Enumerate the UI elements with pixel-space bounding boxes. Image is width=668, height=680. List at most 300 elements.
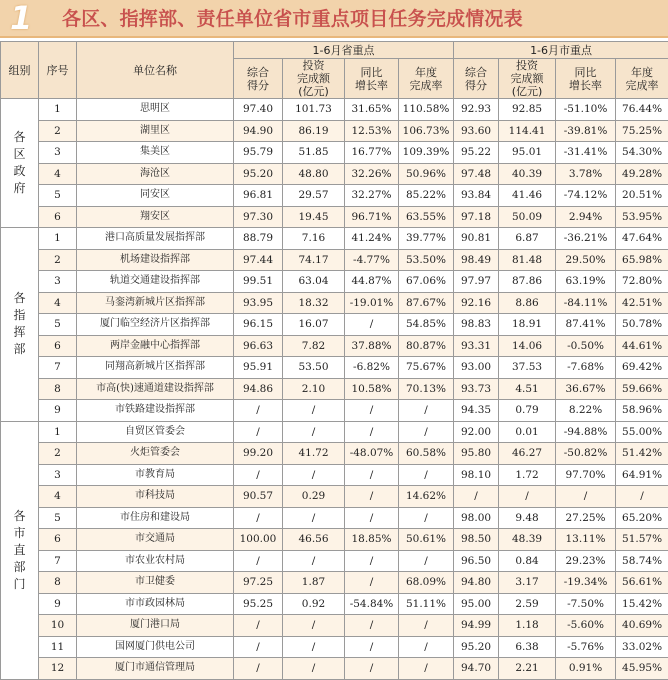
unit-name: 市市政园林局 bbox=[77, 593, 234, 615]
row-index: 7 bbox=[39, 550, 77, 572]
city-annual: 40.69% bbox=[616, 615, 668, 637]
city-score: 92.16 bbox=[454, 292, 499, 314]
page-title: 各区、指挥部、责任单位省市重点项目任务完成情况表 bbox=[62, 0, 523, 38]
prov-yoy: / bbox=[345, 464, 399, 486]
city-score: 97.97 bbox=[454, 271, 499, 293]
prov-yoy: / bbox=[345, 550, 399, 572]
prov-invest: 0.29 bbox=[283, 486, 345, 508]
city-invest: 3.17 bbox=[499, 572, 556, 594]
city-invest: 2.59 bbox=[499, 593, 556, 615]
unit-name: 市住房和建设局 bbox=[77, 507, 234, 529]
city-invest: 40.39 bbox=[499, 163, 556, 185]
city-yoy: -94.88% bbox=[556, 421, 616, 443]
city-invest: 95.01 bbox=[499, 142, 556, 164]
prov-score: 100.00 bbox=[234, 529, 283, 551]
prov-score: 94.90 bbox=[234, 120, 283, 142]
unit-name: 市交通局 bbox=[77, 529, 234, 551]
table-row bbox=[1, 335, 668, 357]
city-score: 98.00 bbox=[454, 507, 499, 529]
city-invest: 50.09 bbox=[499, 206, 556, 228]
prov-yoy: / bbox=[345, 615, 399, 637]
table-row bbox=[1, 443, 668, 465]
unit-name: 市高(快)速通道建设指挥部 bbox=[77, 378, 234, 400]
table-row bbox=[1, 615, 668, 637]
prov-annual: 85.22% bbox=[399, 185, 454, 207]
title-banner bbox=[0, 0, 668, 38]
city-invest: 46.27 bbox=[499, 443, 556, 465]
city-score: 94.70 bbox=[454, 658, 499, 680]
row-index: 12 bbox=[39, 658, 77, 680]
prov-invest: 63.04 bbox=[283, 271, 345, 293]
table-row bbox=[1, 550, 668, 572]
city-invest: 81.48 bbox=[499, 249, 556, 271]
prov-annual: 110.58% bbox=[399, 99, 454, 121]
prov-score: / bbox=[234, 400, 283, 422]
prov-invest: / bbox=[283, 550, 345, 572]
city-invest: 2.21 bbox=[499, 658, 556, 680]
city-annual: 65.98% bbox=[616, 249, 668, 271]
unit-name: 集美区 bbox=[77, 142, 234, 164]
prov-yoy: -19.01% bbox=[345, 292, 399, 314]
row-index: 2 bbox=[39, 120, 77, 142]
row-index: 10 bbox=[39, 615, 77, 637]
group-label: 各 区 政 府 bbox=[1, 99, 39, 228]
city-annual: 51.42% bbox=[616, 443, 668, 465]
row-index: 3 bbox=[39, 142, 77, 164]
row-index: 6 bbox=[39, 335, 77, 357]
prov-annual: 60.58% bbox=[399, 443, 454, 465]
city-yoy: -31.41% bbox=[556, 142, 616, 164]
city-annual: 45.95% bbox=[616, 658, 668, 680]
table-row bbox=[1, 142, 668, 164]
unit-name: 国网厦门供电公司 bbox=[77, 636, 234, 658]
prov-annual: / bbox=[399, 464, 454, 486]
prov-score: 96.15 bbox=[234, 314, 283, 336]
city-score: 93.00 bbox=[454, 357, 499, 379]
prov-annual: / bbox=[399, 400, 454, 422]
city-yoy: -51.10% bbox=[556, 99, 616, 121]
prov-annual: / bbox=[399, 421, 454, 443]
row-index: 11 bbox=[39, 636, 77, 658]
prov-invest: 18.32 bbox=[283, 292, 345, 314]
city-annual: 47.64% bbox=[616, 228, 668, 250]
table-row bbox=[1, 378, 668, 400]
table-row bbox=[1, 400, 668, 422]
table-row bbox=[1, 529, 668, 551]
prov-score: 97.25 bbox=[234, 572, 283, 594]
city-yoy: 0.91% bbox=[556, 658, 616, 680]
prov-annual: 106.73% bbox=[399, 120, 454, 142]
city-score: 95.00 bbox=[454, 593, 499, 615]
prov-annual: 51.11% bbox=[399, 593, 454, 615]
prov-score: 94.86 bbox=[234, 378, 283, 400]
prov-annual: 63.55% bbox=[399, 206, 454, 228]
prov-invest: 1.87 bbox=[283, 572, 345, 594]
city-annual: 49.28% bbox=[616, 163, 668, 185]
table-row bbox=[1, 99, 668, 121]
prov-yoy: -48.07% bbox=[345, 443, 399, 465]
prov-score: 99.51 bbox=[234, 271, 283, 293]
city-score: 92.00 bbox=[454, 421, 499, 443]
prov-invest: / bbox=[283, 464, 345, 486]
unit-name: 思明区 bbox=[77, 99, 234, 121]
table-row bbox=[1, 206, 668, 228]
prov-yoy: 32.27% bbox=[345, 185, 399, 207]
prov-invest: / bbox=[283, 658, 345, 680]
prov-score: 90.57 bbox=[234, 486, 283, 508]
city-annual: 33.02% bbox=[616, 636, 668, 658]
unit-name: 同安区 bbox=[77, 185, 234, 207]
prov-invest: 7.16 bbox=[283, 228, 345, 250]
table-row bbox=[1, 228, 668, 250]
prov-score: 96.81 bbox=[234, 185, 283, 207]
unit-name: 港口高质量发展指挥部 bbox=[77, 228, 234, 250]
city-annual: 20.51% bbox=[616, 185, 668, 207]
city-annual: 42.51% bbox=[616, 292, 668, 314]
unit-name: 厦门临空经济片区指挥部 bbox=[77, 314, 234, 336]
table-row bbox=[1, 292, 668, 314]
row-index: 1 bbox=[39, 228, 77, 250]
city-invest: 9.48 bbox=[499, 507, 556, 529]
city-score: 96.50 bbox=[454, 550, 499, 572]
prov-invest: 7.82 bbox=[283, 335, 345, 357]
city-yoy: -74.12% bbox=[556, 185, 616, 207]
col-city-annual: 年度 完成率 bbox=[616, 59, 668, 99]
city-invest: 114.41 bbox=[499, 120, 556, 142]
col-unit: 单位名称 bbox=[77, 42, 234, 99]
city-yoy: -36.21% bbox=[556, 228, 616, 250]
col-prov-score: 综合 得分 bbox=[234, 59, 283, 99]
section-number: 1 bbox=[10, 0, 32, 37]
city-invest: 4.51 bbox=[499, 378, 556, 400]
unit-name: 市农业农村局 bbox=[77, 550, 234, 572]
city-annual: / bbox=[616, 486, 668, 508]
city-score: 95.80 bbox=[454, 443, 499, 465]
prov-yoy: 10.58% bbox=[345, 378, 399, 400]
city-yoy: 87.41% bbox=[556, 314, 616, 336]
prov-invest: / bbox=[283, 400, 345, 422]
prov-invest: 101.73 bbox=[283, 99, 345, 121]
prov-annual: 109.39% bbox=[399, 142, 454, 164]
row-index: 3 bbox=[39, 271, 77, 293]
city-score: 95.22 bbox=[454, 142, 499, 164]
prov-yoy: 32.26% bbox=[345, 163, 399, 185]
city-yoy: -84.11% bbox=[556, 292, 616, 314]
unit-name: 厦门港口局 bbox=[77, 615, 234, 637]
prov-score: / bbox=[234, 464, 283, 486]
prov-invest: / bbox=[283, 421, 345, 443]
unit-name: 同翔高新城片区指挥部 bbox=[77, 357, 234, 379]
prov-score: 99.20 bbox=[234, 443, 283, 465]
col-index: 序号 bbox=[39, 42, 77, 99]
city-invest: 0.84 bbox=[499, 550, 556, 572]
prov-annual: 68.09% bbox=[399, 572, 454, 594]
table-row bbox=[1, 658, 668, 680]
city-score: 97.18 bbox=[454, 206, 499, 228]
table-row bbox=[1, 486, 668, 508]
city-score: 93.60 bbox=[454, 120, 499, 142]
table-row bbox=[1, 120, 668, 142]
row-index: 4 bbox=[39, 486, 77, 508]
row-index: 4 bbox=[39, 292, 77, 314]
city-invest: 8.86 bbox=[499, 292, 556, 314]
prov-yoy: -6.82% bbox=[345, 357, 399, 379]
row-index: 3 bbox=[39, 464, 77, 486]
prov-annual: 50.96% bbox=[399, 163, 454, 185]
unit-name: 火炬管委会 bbox=[77, 443, 234, 465]
city-score: 92.93 bbox=[454, 99, 499, 121]
city-invest: 6.38 bbox=[499, 636, 556, 658]
city-annual: 58.74% bbox=[616, 550, 668, 572]
prov-yoy: / bbox=[345, 507, 399, 529]
table-body bbox=[1, 99, 668, 680]
city-invest: 0.01 bbox=[499, 421, 556, 443]
prov-invest: / bbox=[283, 507, 345, 529]
city-invest: 0.79 bbox=[499, 400, 556, 422]
prov-invest: 86.19 bbox=[283, 120, 345, 142]
table-row bbox=[1, 421, 668, 443]
city-invest: 6.87 bbox=[499, 228, 556, 250]
prov-score: 97.44 bbox=[234, 249, 283, 271]
city-yoy: 2.94% bbox=[556, 206, 616, 228]
city-score: / bbox=[454, 486, 499, 508]
city-invest: 18.91 bbox=[499, 314, 556, 336]
prov-score: 97.30 bbox=[234, 206, 283, 228]
city-annual: 44.61% bbox=[616, 335, 668, 357]
city-annual: 53.95% bbox=[616, 206, 668, 228]
prov-annual: 70.13% bbox=[399, 378, 454, 400]
city-score: 95.20 bbox=[454, 636, 499, 658]
prov-score: 88.79 bbox=[234, 228, 283, 250]
city-yoy: -19.34% bbox=[556, 572, 616, 594]
table-row bbox=[1, 249, 668, 271]
city-yoy: 13.11% bbox=[556, 529, 616, 551]
city-yoy: 29.23% bbox=[556, 550, 616, 572]
unit-name: 厦门市通信管理局 bbox=[77, 658, 234, 680]
prov-invest: 29.57 bbox=[283, 185, 345, 207]
prov-yoy: / bbox=[345, 421, 399, 443]
city-yoy: -39.81% bbox=[556, 120, 616, 142]
city-invest: 87.86 bbox=[499, 271, 556, 293]
table-row bbox=[1, 357, 668, 379]
results-table bbox=[0, 41, 668, 680]
city-annual: 54.30% bbox=[616, 142, 668, 164]
prov-score: 95.25 bbox=[234, 593, 283, 615]
prov-yoy: 44.87% bbox=[345, 271, 399, 293]
unit-name: 海沧区 bbox=[77, 163, 234, 185]
prov-invest: / bbox=[283, 636, 345, 658]
prov-yoy: 31.65% bbox=[345, 99, 399, 121]
prov-yoy: -4.77% bbox=[345, 249, 399, 271]
prov-score: 97.40 bbox=[234, 99, 283, 121]
col-city-group: 1-6月市重点 bbox=[454, 42, 668, 59]
prov-score: / bbox=[234, 658, 283, 680]
city-yoy: / bbox=[556, 486, 616, 508]
prov-invest: 51.85 bbox=[283, 142, 345, 164]
prov-invest: 0.92 bbox=[283, 593, 345, 615]
city-invest: 48.39 bbox=[499, 529, 556, 551]
unit-name: 自贸区管委会 bbox=[77, 421, 234, 443]
group-label: 各 指 挥 部 bbox=[1, 228, 39, 422]
prov-score: / bbox=[234, 421, 283, 443]
row-index: 6 bbox=[39, 529, 77, 551]
prov-score: 95.91 bbox=[234, 357, 283, 379]
col-city-invest: 投资 完成额 (亿元) bbox=[499, 59, 556, 99]
unit-name: 轨道交通建设指挥部 bbox=[77, 271, 234, 293]
prov-invest: 2.10 bbox=[283, 378, 345, 400]
prov-score: 95.79 bbox=[234, 142, 283, 164]
prov-score: 93.95 bbox=[234, 292, 283, 314]
city-yoy: -0.50% bbox=[556, 335, 616, 357]
row-index: 8 bbox=[39, 378, 77, 400]
row-index: 5 bbox=[39, 185, 77, 207]
city-score: 94.99 bbox=[454, 615, 499, 637]
city-invest: 41.46 bbox=[499, 185, 556, 207]
prov-invest: 53.50 bbox=[283, 357, 345, 379]
prov-annual: 54.85% bbox=[399, 314, 454, 336]
prov-annual: / bbox=[399, 507, 454, 529]
city-yoy: 8.22% bbox=[556, 400, 616, 422]
row-index: 1 bbox=[39, 421, 77, 443]
row-index: 5 bbox=[39, 507, 77, 529]
row-index: 1 bbox=[39, 99, 77, 121]
prov-annual: 14.62% bbox=[399, 486, 454, 508]
prov-yoy: 12.53% bbox=[345, 120, 399, 142]
prov-score: / bbox=[234, 507, 283, 529]
row-index: 9 bbox=[39, 400, 77, 422]
city-score: 90.81 bbox=[454, 228, 499, 250]
city-score: 98.83 bbox=[454, 314, 499, 336]
table-row bbox=[1, 593, 668, 615]
prov-score: / bbox=[234, 615, 283, 637]
city-score: 94.35 bbox=[454, 400, 499, 422]
unit-name: 机场建设指挥部 bbox=[77, 249, 234, 271]
prov-annual: 67.06% bbox=[399, 271, 454, 293]
city-score: 98.50 bbox=[454, 529, 499, 551]
city-annual: 64.91% bbox=[616, 464, 668, 486]
prov-score: / bbox=[234, 550, 283, 572]
row-index: 4 bbox=[39, 163, 77, 185]
city-yoy: -5.60% bbox=[556, 615, 616, 637]
city-yoy: 3.78% bbox=[556, 163, 616, 185]
col-prov-invest: 投资 完成额 (亿元) bbox=[283, 59, 345, 99]
prov-invest: 74.17 bbox=[283, 249, 345, 271]
prov-annual: 87.67% bbox=[399, 292, 454, 314]
city-annual: 69.42% bbox=[616, 357, 668, 379]
prov-invest: 46.56 bbox=[283, 529, 345, 551]
city-annual: 56.61% bbox=[616, 572, 668, 594]
table-row bbox=[1, 464, 668, 486]
prov-invest: 41.72 bbox=[283, 443, 345, 465]
prov-annual: / bbox=[399, 615, 454, 637]
city-score: 94.80 bbox=[454, 572, 499, 594]
prov-yoy: 16.77% bbox=[345, 142, 399, 164]
row-index: 5 bbox=[39, 314, 77, 336]
city-annual: 65.20% bbox=[616, 507, 668, 529]
city-annual: 72.80% bbox=[616, 271, 668, 293]
city-yoy: 27.25% bbox=[556, 507, 616, 529]
city-annual: 15.42% bbox=[616, 593, 668, 615]
row-index: 6 bbox=[39, 206, 77, 228]
col-city-yoy: 同比 增长率 bbox=[556, 59, 616, 99]
table-header bbox=[1, 42, 668, 99]
row-index: 9 bbox=[39, 593, 77, 615]
city-annual: 51.57% bbox=[616, 529, 668, 551]
city-yoy: -7.50% bbox=[556, 593, 616, 615]
unit-name: 两岸金融中心指挥部 bbox=[77, 335, 234, 357]
table-row bbox=[1, 636, 668, 658]
city-invest: 37.53 bbox=[499, 357, 556, 379]
prov-yoy: / bbox=[345, 400, 399, 422]
prov-yoy: 96.71% bbox=[345, 206, 399, 228]
city-invest: 1.72 bbox=[499, 464, 556, 486]
prov-yoy: -54.84% bbox=[345, 593, 399, 615]
city-yoy: 36.67% bbox=[556, 378, 616, 400]
prov-score: / bbox=[234, 636, 283, 658]
city-invest: 92.85 bbox=[499, 99, 556, 121]
city-annual: 59.66% bbox=[616, 378, 668, 400]
city-score: 93.73 bbox=[454, 378, 499, 400]
table-row bbox=[1, 271, 668, 293]
row-index: 7 bbox=[39, 357, 77, 379]
unit-name: 市铁路建设指挥部 bbox=[77, 400, 234, 422]
prov-invest: / bbox=[283, 615, 345, 637]
group-label: 各 市 直 部 门 bbox=[1, 421, 39, 679]
prov-invest: 16.07 bbox=[283, 314, 345, 336]
city-invest: 1.18 bbox=[499, 615, 556, 637]
table-row bbox=[1, 314, 668, 336]
table-row bbox=[1, 163, 668, 185]
prov-annual: / bbox=[399, 658, 454, 680]
city-yoy: 97.70% bbox=[556, 464, 616, 486]
city-annual: 75.25% bbox=[616, 120, 668, 142]
row-index: 2 bbox=[39, 443, 77, 465]
prov-invest: 48.80 bbox=[283, 163, 345, 185]
unit-name: 翔安区 bbox=[77, 206, 234, 228]
city-invest: / bbox=[499, 486, 556, 508]
col-group: 组别 bbox=[1, 42, 39, 99]
table-row bbox=[1, 572, 668, 594]
city-yoy: -7.68% bbox=[556, 357, 616, 379]
unit-name: 市科技局 bbox=[77, 486, 234, 508]
table-row bbox=[1, 185, 668, 207]
prov-yoy: 41.24% bbox=[345, 228, 399, 250]
unit-name: 马銮湾新城片区指挥部 bbox=[77, 292, 234, 314]
row-index: 8 bbox=[39, 572, 77, 594]
city-annual: 58.96% bbox=[616, 400, 668, 422]
city-yoy: -5.76% bbox=[556, 636, 616, 658]
city-score: 98.10 bbox=[454, 464, 499, 486]
prov-yoy: / bbox=[345, 658, 399, 680]
unit-name: 湖里区 bbox=[77, 120, 234, 142]
prov-yoy: 18.85% bbox=[345, 529, 399, 551]
city-invest: 14.06 bbox=[499, 335, 556, 357]
prov-annual: 80.87% bbox=[399, 335, 454, 357]
prov-score: 95.20 bbox=[234, 163, 283, 185]
prov-yoy: 37.88% bbox=[345, 335, 399, 357]
prov-yoy: / bbox=[345, 486, 399, 508]
prov-annual: 53.50% bbox=[399, 249, 454, 271]
prov-annual: / bbox=[399, 550, 454, 572]
prov-annual: 50.61% bbox=[399, 529, 454, 551]
city-score: 93.31 bbox=[454, 335, 499, 357]
unit-name: 市卫健委 bbox=[77, 572, 234, 594]
prov-yoy: / bbox=[345, 572, 399, 594]
table-row bbox=[1, 507, 668, 529]
prov-annual: 75.67% bbox=[399, 357, 454, 379]
unit-name: 市教育局 bbox=[77, 464, 234, 486]
prov-annual: 39.77% bbox=[399, 228, 454, 250]
